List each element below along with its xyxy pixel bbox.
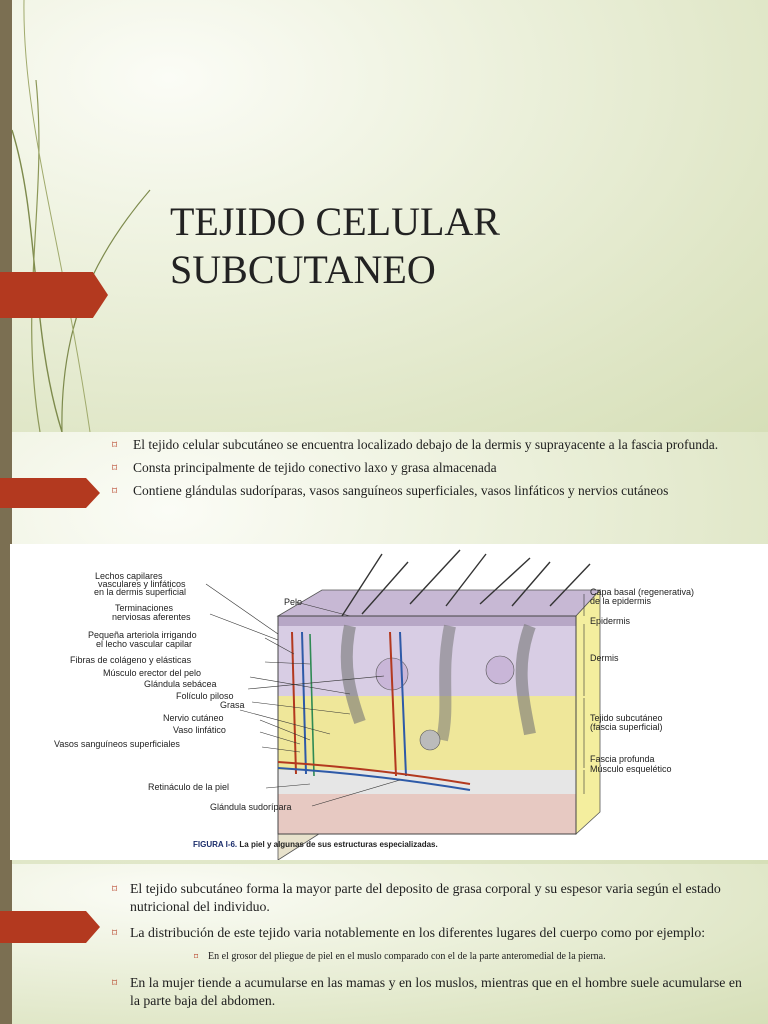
list-item: ⌑ Consta principalmente de tejido conectivo laxo y grasa almacenada: [112, 460, 497, 475]
label-glandula-sebacea: Glándula sebácea: [144, 679, 217, 689]
label-vaso-linfatico: Vaso linfático: [173, 725, 226, 735]
list-item: ⌑ El tejido celular subcutáneo se encuentra localizado debajo de la dermis y suprayacente a la fascia profunda.: [112, 437, 719, 452]
label-terminaciones: Terminaciones: [115, 603, 174, 613]
list-item: ⌑ Contiene glándulas sudoríparas, vasos sanguíneos superficiales, vasos linfáticos y nervios cutáneos: [112, 483, 669, 498]
arrow-bullet-icon: ⌑: [112, 884, 118, 895]
label-grasa: Grasa: [220, 700, 245, 710]
slide-title: [0, 0, 768, 432]
arrow-bullet-icon: ⌑: [112, 928, 118, 939]
arrow-bullet-icon: ⌑: [112, 463, 118, 474]
label-fascia-profunda: Fascia profunda: [590, 754, 655, 764]
bullet-list: [112, 880, 748, 1018]
bullet-list: [112, 436, 748, 505]
title-line-1: TEJIDO CELULAR: [170, 199, 500, 244]
arrow-bullet-icon: ⌑: [112, 978, 118, 989]
label-fascia-superficial: (fascia superficial): [590, 722, 663, 732]
accent-tab: [0, 272, 108, 318]
label-vasos-sanguineos: Vasos sanguíneos superficiales: [54, 739, 180, 749]
sub-list-item: ⌑ En el grosor del pliegue de piel en el muslo comparado con el de la parte anteromedial de la pierna.: [194, 951, 606, 962]
label-vasculares: vasculares y linfáticos: [98, 579, 186, 589]
slide-title-text: [170, 198, 730, 294]
label-dermis: Dermis: [590, 653, 619, 663]
slide-left-bar: [0, 864, 12, 1024]
label-pequena-arteriola: Pequeña arteriola irrigando: [88, 630, 197, 640]
slide-content-2: [0, 864, 768, 1024]
label-nervio-cutaneo: Nervio cutáneo: [163, 713, 224, 723]
arrow-bullet-icon: ⌑: [112, 486, 118, 497]
label-pelo: Pelo: [284, 597, 303, 607]
label-lecho-vascular: el lecho vascular capilar: [96, 639, 193, 649]
accent-tab: [0, 911, 100, 943]
arrow-bullet-icon: ⌑: [112, 440, 118, 451]
label-foliculo-piloso: Folículo piloso: [176, 691, 234, 701]
label-retinaculo: Retináculo de la piel: [148, 782, 230, 792]
arrow-bullet-icon: ⌑: [194, 952, 199, 961]
accent-tab: [0, 478, 100, 508]
list-item: ⌑ La distribución de este tejido varia notablemente en los diferentes lugares del cuerpo como por ejemplo:: [112, 924, 748, 942]
title-line-2: SUBCUTANEO: [170, 247, 436, 292]
label-musculo-esqueletico: Músculo esquelético: [590, 764, 672, 774]
label-tejido-subcutaneo: Tejido subcutáneo: [590, 713, 663, 723]
label-dermis-superficial: en la dermis superficial: [94, 587, 187, 597]
label-epidermis: Epidermis: [590, 616, 631, 626]
label-lechos-capilares: Lechos capilares: [95, 571, 163, 581]
slide-content-1: [0, 432, 768, 864]
label-musculo-erector: Músculo erector del pelo: [103, 668, 202, 678]
list-item: ⌑ El tejido subcutáneo forma la mayor parte del deposito de grasa corporal y su espesor varia según el estado nutricional del individuo.: [112, 881, 721, 914]
label-fibras: Fibras de colágeno y elásticas: [70, 655, 192, 665]
skin-diagram-figure: [10, 544, 768, 860]
figure-caption: FIGURA I-6. La piel y algunas de sus estructuras especializadas.: [193, 840, 438, 849]
label-glandula-sudoripara: Glándula sudorípara: [210, 802, 292, 812]
label-nerviosas-aferentes: nerviosas aferentes: [112, 612, 191, 622]
label-de-la-epidermis: de la epidermis: [590, 596, 652, 606]
label-capa-basal: Capa basal (regenerativa): [590, 587, 695, 597]
list-item: ⌑ En la mujer tiende a acumularse en las mamas y en los muslos, mientras que en el hombre suele acumularse en la parte baja del abdomen.: [112, 975, 742, 1008]
